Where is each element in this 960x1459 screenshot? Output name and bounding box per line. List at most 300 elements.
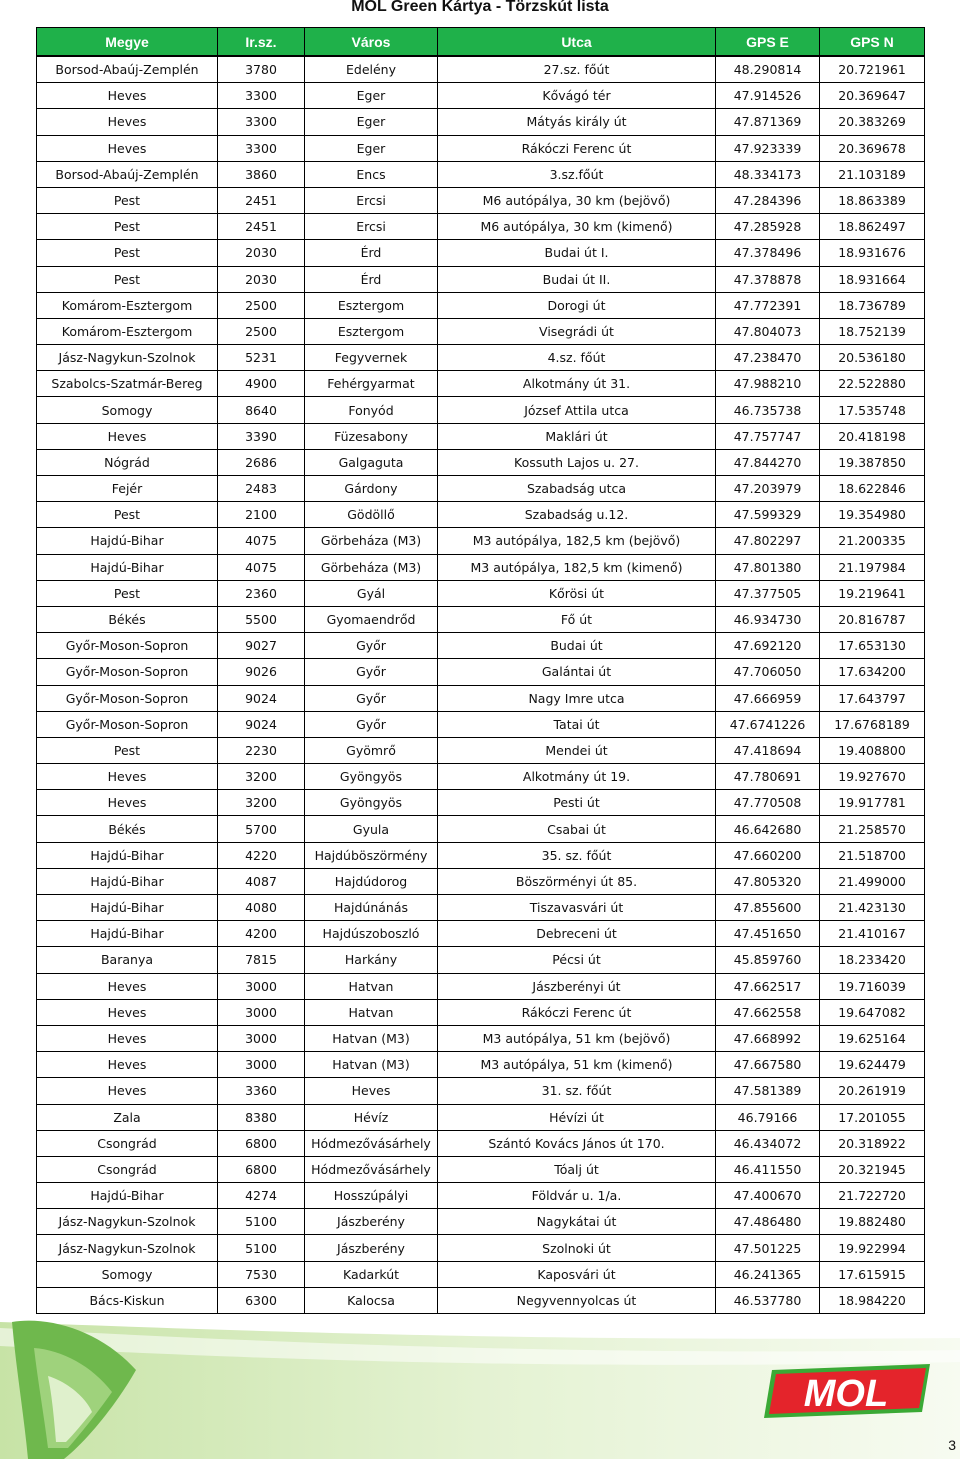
cell-zip: 8640 xyxy=(218,397,305,423)
cell-county: Nógrád xyxy=(37,449,218,475)
cell-city: Fehérgyarmat xyxy=(305,371,438,397)
table-row xyxy=(37,895,925,921)
cell-gps-e: 46.735738 xyxy=(716,397,820,423)
cell-gps-n: 20.261919 xyxy=(820,1078,925,1104)
table-row xyxy=(37,816,925,842)
table-row xyxy=(37,1130,925,1156)
cell-gps-e: 46.411550 xyxy=(716,1156,820,1182)
cell-street: Kővágó tér xyxy=(438,83,716,109)
cell-county: Pest xyxy=(37,240,218,266)
cell-county: Heves xyxy=(37,135,218,161)
column-header-gps-e: GPS E xyxy=(716,28,820,57)
cell-zip: 2360 xyxy=(218,580,305,606)
cell-gps-n: 17.6768189 xyxy=(820,711,925,737)
cell-gps-n: 18.863389 xyxy=(820,187,925,213)
cell-city: Hajdúszoboszló xyxy=(305,921,438,947)
cell-zip: 3300 xyxy=(218,135,305,161)
cell-county: Hajdú-Bihar xyxy=(37,554,218,580)
cell-county: Komárom-Esztergom xyxy=(37,318,218,344)
cell-gps-n: 19.387850 xyxy=(820,449,925,475)
table-row xyxy=(37,1183,925,1209)
cell-gps-n: 21.410167 xyxy=(820,921,925,947)
cell-zip: 5231 xyxy=(218,345,305,371)
cell-gps-e: 47.804073 xyxy=(716,318,820,344)
table-row xyxy=(37,633,925,659)
cell-street: 31. sz. főút xyxy=(438,1078,716,1104)
cell-county: Hajdú-Bihar xyxy=(37,895,218,921)
cell-street: Szabadság utca xyxy=(438,476,716,502)
cell-street: Tóalj út xyxy=(438,1156,716,1182)
table-row xyxy=(37,502,925,528)
table-row xyxy=(37,1025,925,1051)
cell-street: Budai út II. xyxy=(438,266,716,292)
column-header-irsz: Ir.sz. xyxy=(218,28,305,57)
table-row xyxy=(37,1052,925,1078)
cell-street: Nagy Imre utca xyxy=(438,685,716,711)
cell-zip: 2500 xyxy=(218,292,305,318)
cell-zip: 2686 xyxy=(218,449,305,475)
cell-city: Győr xyxy=(305,685,438,711)
cell-gps-n: 21.258570 xyxy=(820,816,925,842)
cell-street: Szolnoki út xyxy=(438,1235,716,1261)
cell-gps-n: 19.647082 xyxy=(820,999,925,1025)
cell-gps-e: 47.581389 xyxy=(716,1078,820,1104)
table-row xyxy=(37,764,925,790)
table-row xyxy=(37,659,925,685)
cell-zip: 9027 xyxy=(218,633,305,659)
cell-street: Alkotmány út 31. xyxy=(438,371,716,397)
cell-gps-n: 18.931676 xyxy=(820,240,925,266)
table-row xyxy=(37,606,925,632)
table-row xyxy=(37,161,925,187)
cell-county: Heves xyxy=(37,1052,218,1078)
cell-zip: 9026 xyxy=(218,659,305,685)
cell-zip: 5100 xyxy=(218,1235,305,1261)
cell-zip: 9024 xyxy=(218,711,305,737)
cell-street: Hévízi út xyxy=(438,1104,716,1130)
cell-street: Debreceni út xyxy=(438,921,716,947)
cell-county: Hajdú-Bihar xyxy=(37,868,218,894)
cell-city: Jászberény xyxy=(305,1209,438,1235)
cell-zip: 3200 xyxy=(218,764,305,790)
cell-gps-e: 47.772391 xyxy=(716,292,820,318)
cell-gps-n: 19.922994 xyxy=(820,1235,925,1261)
cell-gps-n: 19.354980 xyxy=(820,502,925,528)
cell-county: Hajdú-Bihar xyxy=(37,921,218,947)
cell-city: Esztergom xyxy=(305,318,438,344)
cell-street: Kossuth Lajos u. 27. xyxy=(438,449,716,475)
cell-city: Hajdúböszörmény xyxy=(305,842,438,868)
cell-city: Gyöngyös xyxy=(305,790,438,816)
cell-county: Pest xyxy=(37,580,218,606)
table-header xyxy=(37,28,925,57)
cell-gps-n: 17.643797 xyxy=(820,685,925,711)
cell-city: Hódmezővásárhely xyxy=(305,1130,438,1156)
cell-county: Jász-Nagykun-Szolnok xyxy=(37,345,218,371)
table-row xyxy=(37,56,925,83)
cell-county: Borsod-Abaúj-Zemplén xyxy=(37,161,218,187)
cell-gps-n: 18.931664 xyxy=(820,266,925,292)
cell-gps-e: 47.662517 xyxy=(716,973,820,999)
table-row xyxy=(37,135,925,161)
table-row xyxy=(37,685,925,711)
cell-gps-e: 47.757747 xyxy=(716,423,820,449)
cell-zip: 3200 xyxy=(218,790,305,816)
table-row xyxy=(37,554,925,580)
cell-street: Földvár u. 1/a. xyxy=(438,1183,716,1209)
cell-gps-n: 17.653130 xyxy=(820,633,925,659)
cell-street: József Attila utca xyxy=(438,397,716,423)
cell-gps-e: 47.418694 xyxy=(716,737,820,763)
cell-county: Győr-Moson-Sopron xyxy=(37,685,218,711)
cell-zip: 6800 xyxy=(218,1130,305,1156)
cell-gps-e: 47.855600 xyxy=(716,895,820,921)
mol-logo xyxy=(764,1364,930,1418)
table-body xyxy=(37,56,925,1314)
cell-gps-n: 21.197984 xyxy=(820,554,925,580)
cell-gps-n: 17.634200 xyxy=(820,659,925,685)
cell-gps-n: 18.984220 xyxy=(820,1287,925,1313)
cell-city: Hatvan xyxy=(305,999,438,1025)
cell-street: Tiszavasvári út xyxy=(438,895,716,921)
cell-county: Heves xyxy=(37,423,218,449)
cell-zip: 4075 xyxy=(218,528,305,554)
cell-zip: 3000 xyxy=(218,1025,305,1051)
cell-city: Edelény xyxy=(305,56,438,83)
table-row xyxy=(37,580,925,606)
cell-county: Somogy xyxy=(37,397,218,423)
cell-street: Alkotmány út 19. xyxy=(438,764,716,790)
column-header-utca: Utca xyxy=(438,28,716,57)
cell-gps-e: 46.642680 xyxy=(716,816,820,842)
cell-city: Hatvan (M3) xyxy=(305,1025,438,1051)
table-row xyxy=(37,292,925,318)
cell-city: Gyöngyös xyxy=(305,764,438,790)
table-row xyxy=(37,423,925,449)
cell-county: Fejér xyxy=(37,476,218,502)
table-row xyxy=(37,214,925,240)
cell-zip: 2483 xyxy=(218,476,305,502)
table-row xyxy=(37,1209,925,1235)
cell-street: Kaposvári út xyxy=(438,1261,716,1287)
cell-gps-e: 46.241365 xyxy=(716,1261,820,1287)
cell-gps-e: 47.599329 xyxy=(716,502,820,528)
table-row xyxy=(37,109,925,135)
cell-city: Encs xyxy=(305,161,438,187)
cell-city: Görbeháza (M3) xyxy=(305,554,438,580)
cell-county: Pest xyxy=(37,737,218,763)
cell-county: Baranya xyxy=(37,947,218,973)
cell-street: Budai út I. xyxy=(438,240,716,266)
cell-gps-e: 46.934730 xyxy=(716,606,820,632)
cell-street: Kőrösi út xyxy=(438,580,716,606)
cell-street: M3 autópálya, 51 km (kimenő) xyxy=(438,1052,716,1078)
cell-zip: 3000 xyxy=(218,973,305,999)
table-row xyxy=(37,790,925,816)
cell-zip: 9024 xyxy=(218,685,305,711)
cell-zip: 4220 xyxy=(218,842,305,868)
cell-zip: 7530 xyxy=(218,1261,305,1287)
mol-logo-text: MOL xyxy=(803,1373,889,1415)
cell-gps-n: 21.423130 xyxy=(820,895,925,921)
cell-county: Csongrád xyxy=(37,1156,218,1182)
cell-zip: 2100 xyxy=(218,502,305,528)
cell-city: Gyömrő xyxy=(305,737,438,763)
cell-city: Győr xyxy=(305,711,438,737)
cell-zip: 2451 xyxy=(218,187,305,213)
cell-city: Ercsi xyxy=(305,214,438,240)
cell-county: Hajdú-Bihar xyxy=(37,528,218,554)
cell-city: Kadarkút xyxy=(305,1261,438,1287)
cell-city: Heves xyxy=(305,1078,438,1104)
cell-city: Hódmezővásárhely xyxy=(305,1156,438,1182)
cell-gps-n: 18.622846 xyxy=(820,476,925,502)
table-row xyxy=(37,973,925,999)
cell-gps-e: 47.285928 xyxy=(716,214,820,240)
cell-gps-n: 17.201055 xyxy=(820,1104,925,1130)
cell-county: Csongrád xyxy=(37,1130,218,1156)
cell-city: Gyál xyxy=(305,580,438,606)
cell-gps-e: 47.501225 xyxy=(716,1235,820,1261)
cell-gps-e: 47.668992 xyxy=(716,1025,820,1051)
cell-gps-n: 19.408800 xyxy=(820,737,925,763)
cell-zip: 3300 xyxy=(218,109,305,135)
cell-street: M3 autópálya, 51 km (bejövő) xyxy=(438,1025,716,1051)
cell-county: Szabolcs-Szatmár-Bereg xyxy=(37,371,218,397)
cell-gps-e: 47.923339 xyxy=(716,135,820,161)
cell-gps-e: 47.662558 xyxy=(716,999,820,1025)
cell-street: 4.sz. főút xyxy=(438,345,716,371)
table-row xyxy=(37,1261,925,1287)
cell-county: Hajdú-Bihar xyxy=(37,1183,218,1209)
cell-gps-n: 20.418198 xyxy=(820,423,925,449)
cell-city: Gyula xyxy=(305,816,438,842)
cell-gps-n: 20.369647 xyxy=(820,83,925,109)
cell-county: Békés xyxy=(37,816,218,842)
table-row xyxy=(37,711,925,737)
cell-city: Hajdúnánás xyxy=(305,895,438,921)
cell-gps-n: 18.233420 xyxy=(820,947,925,973)
cell-street: Nagykátai út xyxy=(438,1209,716,1235)
cell-city: Gárdony xyxy=(305,476,438,502)
cell-zip: 2451 xyxy=(218,214,305,240)
cell-gps-n: 20.369678 xyxy=(820,135,925,161)
cell-city: Ercsi xyxy=(305,187,438,213)
cell-gps-e: 48.334173 xyxy=(716,161,820,187)
cell-street: Csabai út xyxy=(438,816,716,842)
cell-city: Kalocsa xyxy=(305,1287,438,1313)
cell-city: Görbeháza (M3) xyxy=(305,528,438,554)
cell-city: Érd xyxy=(305,266,438,292)
cell-street: Negyvennyolcas út xyxy=(438,1287,716,1313)
cell-zip: 7815 xyxy=(218,947,305,973)
cell-gps-n: 20.721961 xyxy=(820,56,925,83)
cell-county: Jász-Nagykun-Szolnok xyxy=(37,1209,218,1235)
cell-county: Somogy xyxy=(37,1261,218,1287)
cell-gps-n: 22.522880 xyxy=(820,371,925,397)
cell-street: M3 autópálya, 182,5 km (bejövő) xyxy=(438,528,716,554)
cell-city: Hatvan xyxy=(305,973,438,999)
cell-city: Galgaguta xyxy=(305,449,438,475)
footer-decoration xyxy=(0,1316,960,1459)
table-row xyxy=(37,318,925,344)
cell-gps-e: 47.692120 xyxy=(716,633,820,659)
cell-zip: 5700 xyxy=(218,816,305,842)
cell-gps-e: 47.451650 xyxy=(716,921,820,947)
cell-city: Hosszúpályi xyxy=(305,1183,438,1209)
cell-street: Pesti út xyxy=(438,790,716,816)
cell-street: Szántó Kovács János út 170. xyxy=(438,1130,716,1156)
cell-county: Békés xyxy=(37,606,218,632)
cell-gps-e: 46.537780 xyxy=(716,1287,820,1313)
page-number: 3 xyxy=(948,1437,956,1453)
cell-county: Pest xyxy=(37,502,218,528)
cell-gps-e: 45.859760 xyxy=(716,947,820,973)
table-row xyxy=(37,187,925,213)
table-row xyxy=(37,842,925,868)
cell-gps-e: 47.203979 xyxy=(716,476,820,502)
cell-county: Győr-Moson-Sopron xyxy=(37,711,218,737)
cell-zip: 8380 xyxy=(218,1104,305,1130)
cell-zip: 3860 xyxy=(218,161,305,187)
cell-county: Pest xyxy=(37,214,218,240)
cell-county: Heves xyxy=(37,999,218,1025)
header-row xyxy=(37,28,925,57)
cell-zip: 4900 xyxy=(218,371,305,397)
cell-county: Győr-Moson-Sopron xyxy=(37,633,218,659)
cell-gps-e: 46.434072 xyxy=(716,1130,820,1156)
cell-street: Szabadság u.12. xyxy=(438,502,716,528)
cell-county: Heves xyxy=(37,973,218,999)
cell-zip: 6800 xyxy=(218,1156,305,1182)
cell-city: Esztergom xyxy=(305,292,438,318)
cell-street: Mendei út xyxy=(438,737,716,763)
cell-city: Hévíz xyxy=(305,1104,438,1130)
cell-gps-e: 47.660200 xyxy=(716,842,820,868)
cell-gps-e: 47.802297 xyxy=(716,528,820,554)
table-row xyxy=(37,397,925,423)
cell-city: Győr xyxy=(305,659,438,685)
cell-gps-n: 19.917781 xyxy=(820,790,925,816)
cell-gps-n: 21.499000 xyxy=(820,868,925,894)
cell-gps-e: 47.378878 xyxy=(716,266,820,292)
cell-gps-e: 47.378496 xyxy=(716,240,820,266)
cell-gps-e: 47.238470 xyxy=(716,345,820,371)
cell-zip: 3300 xyxy=(218,83,305,109)
cell-gps-n: 20.383269 xyxy=(820,109,925,135)
cell-street: M6 autópálya, 30 km (bejövő) xyxy=(438,187,716,213)
cell-street: Mátyás király út xyxy=(438,109,716,135)
cell-street: Dorogi út xyxy=(438,292,716,318)
table-row xyxy=(37,868,925,894)
column-header-gps-n: GPS N xyxy=(820,28,925,57)
cell-gps-e: 47.988210 xyxy=(716,371,820,397)
cell-gps-n: 21.722720 xyxy=(820,1183,925,1209)
table-row xyxy=(37,947,925,973)
cell-county: Heves xyxy=(37,83,218,109)
cell-gps-n: 19.625164 xyxy=(820,1025,925,1051)
cell-county: Győr-Moson-Sopron xyxy=(37,659,218,685)
cell-gps-e: 47.914526 xyxy=(716,83,820,109)
cell-gps-e: 48.290814 xyxy=(716,56,820,83)
cell-street: Jászberényi út xyxy=(438,973,716,999)
table-row xyxy=(37,371,925,397)
cell-county: Heves xyxy=(37,1078,218,1104)
cell-gps-n: 19.716039 xyxy=(820,973,925,999)
cell-zip: 3390 xyxy=(218,423,305,449)
cell-gps-n: 21.200335 xyxy=(820,528,925,554)
cell-zip: 2500 xyxy=(218,318,305,344)
cell-zip: 4200 xyxy=(218,921,305,947)
cell-zip: 3000 xyxy=(218,1052,305,1078)
cell-city: Győr xyxy=(305,633,438,659)
cell-street: M3 autópálya, 182,5 km (kimenő) xyxy=(438,554,716,580)
table-row xyxy=(37,528,925,554)
cell-gps-e: 47.801380 xyxy=(716,554,820,580)
cell-street: Böszörményi út 85. xyxy=(438,868,716,894)
cell-gps-e: 47.284396 xyxy=(716,187,820,213)
cell-gps-n: 17.535748 xyxy=(820,397,925,423)
column-header-varos: Város xyxy=(305,28,438,57)
table-row xyxy=(37,83,925,109)
cell-gps-n: 18.752139 xyxy=(820,318,925,344)
cell-city: Jászberény xyxy=(305,1235,438,1261)
cell-gps-n: 19.624479 xyxy=(820,1052,925,1078)
cell-gps-n: 20.816787 xyxy=(820,606,925,632)
cell-gps-n: 21.103189 xyxy=(820,161,925,187)
table-row xyxy=(37,1156,925,1182)
cell-city: Eger xyxy=(305,135,438,161)
cell-gps-e: 47.6741226 xyxy=(716,711,820,737)
cell-county: Heves xyxy=(37,790,218,816)
cell-gps-e: 46.79166 xyxy=(716,1104,820,1130)
cell-gps-n: 19.219641 xyxy=(820,580,925,606)
cell-gps-e: 47.780691 xyxy=(716,764,820,790)
cell-gps-e: 47.706050 xyxy=(716,659,820,685)
cell-gps-n: 19.882480 xyxy=(820,1209,925,1235)
cell-city: Fegyvernek xyxy=(305,345,438,371)
cell-zip: 4080 xyxy=(218,895,305,921)
cell-gps-e: 47.400670 xyxy=(716,1183,820,1209)
cell-city: Hatvan (M3) xyxy=(305,1052,438,1078)
cell-gps-e: 47.486480 xyxy=(716,1209,820,1235)
cell-gps-n: 17.615915 xyxy=(820,1261,925,1287)
cell-gps-n: 20.318922 xyxy=(820,1130,925,1156)
cell-zip: 6300 xyxy=(218,1287,305,1313)
cell-zip: 4075 xyxy=(218,554,305,580)
cell-county: Heves xyxy=(37,109,218,135)
column-header-megye: Megye xyxy=(37,28,218,57)
cell-zip: 5500 xyxy=(218,606,305,632)
cell-zip: 3360 xyxy=(218,1078,305,1104)
cell-gps-n: 20.321945 xyxy=(820,1156,925,1182)
cell-city: Hajdúdorog xyxy=(305,868,438,894)
cell-county: Borsod-Abaúj-Zemplén xyxy=(37,56,218,83)
cell-zip: 2230 xyxy=(218,737,305,763)
cell-county: Pest xyxy=(37,266,218,292)
cell-gps-e: 47.844270 xyxy=(716,449,820,475)
cell-zip: 3000 xyxy=(218,999,305,1025)
table-row xyxy=(37,1104,925,1130)
cell-street: Budai út xyxy=(438,633,716,659)
table-row xyxy=(37,1287,925,1313)
cell-gps-e: 47.666959 xyxy=(716,685,820,711)
cell-gps-e: 47.805320 xyxy=(716,868,820,894)
cell-gps-n: 18.736789 xyxy=(820,292,925,318)
table-row xyxy=(37,1235,925,1261)
cell-street: Visegrádi út xyxy=(438,318,716,344)
cell-street: Galántai út xyxy=(438,659,716,685)
